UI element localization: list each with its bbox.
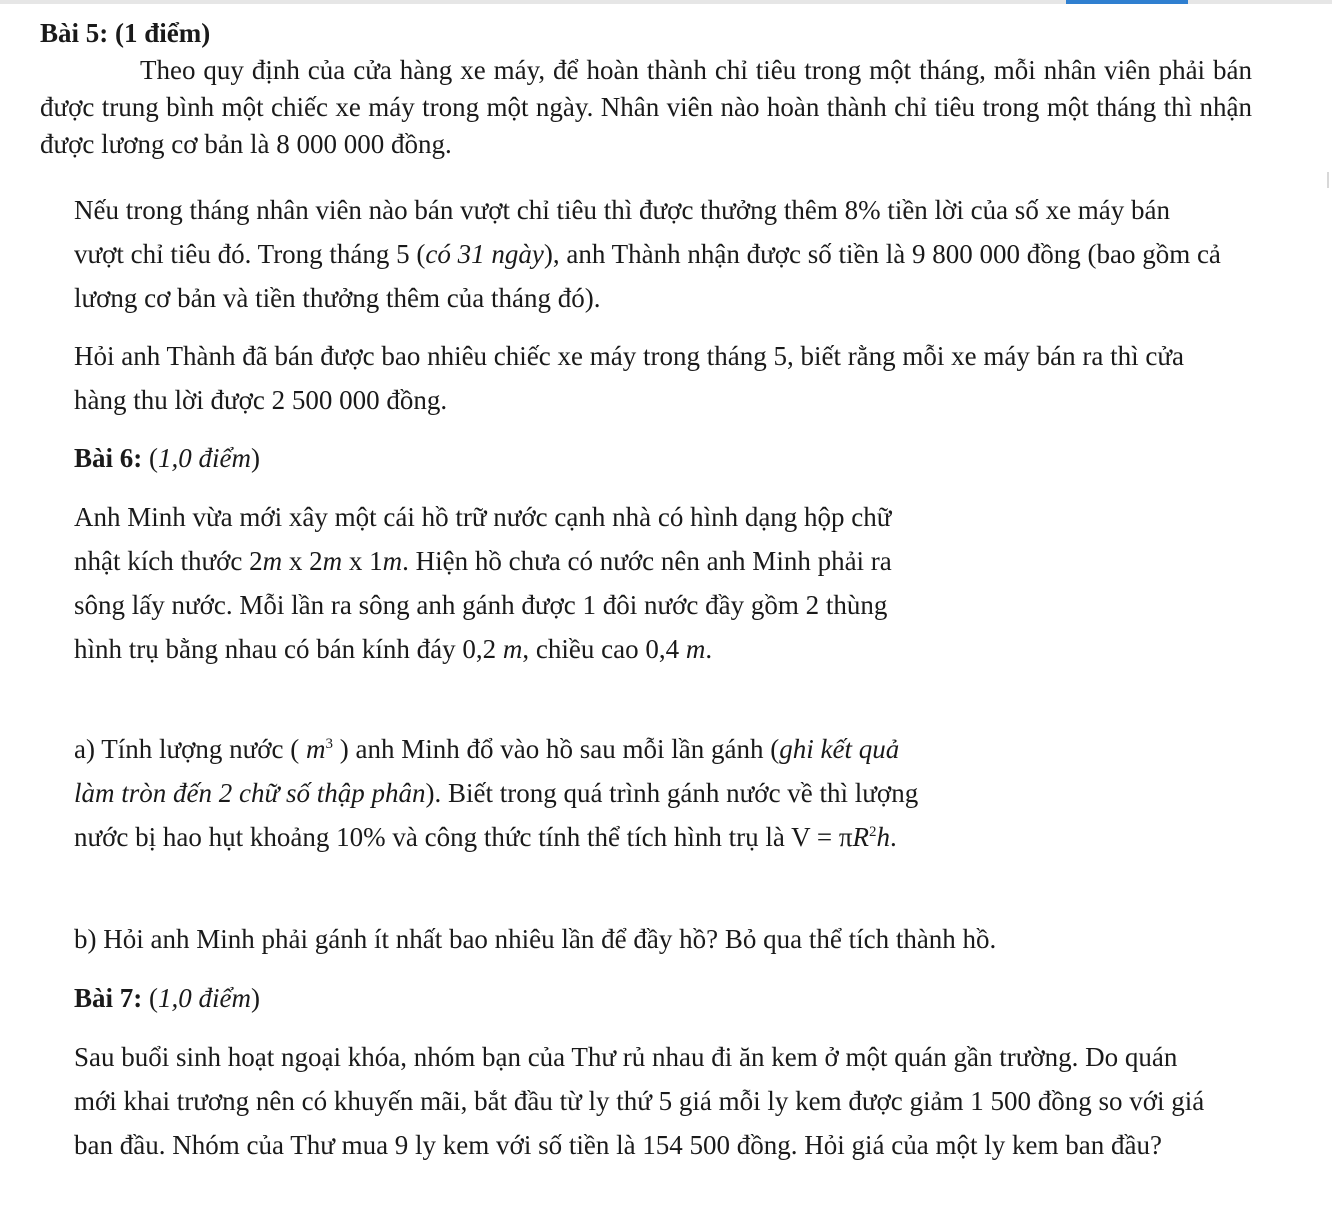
bai7-heading-close: ) <box>251 983 260 1013</box>
bai5-heading: Bài 5: (1 điểm) <box>40 18 211 48</box>
bai5-p2-start: Nếu trong tháng nhân viên nào bán vượt chỉ tiêu thì được thưởng thêm 8% tiền lời của số xe máy bán vượt chỉ tiêu đó. Trong tháng 5 ( <box>74 195 1171 269</box>
top-accent-bar <box>1066 0 1188 4</box>
bai6-a-unit-exponent: 3 <box>325 736 334 752</box>
bai5-intro <box>40 52 1252 163</box>
bai6-a-end: . <box>890 822 897 852</box>
bai6-text-run: Anh Minh vừa mới xây một cái hồ trữ nước cạnh nhà có hình dạng hộp chữ nhật kích thước 2 <box>74 502 892 576</box>
bai6-heading-open: ( <box>142 443 159 473</box>
bai6-text-run: , chiều cao 0,4 <box>522 634 686 664</box>
bai6-text-run: m <box>685 634 706 664</box>
bai6-text-run: . Hiện hồ chưa có nước nên anh Minh phải ra sông lấy nước. Mỗi lần ra sông anh gánh được 1 đôi nước đầy gồm 2 thùng hình trụ bằng nhau có bán kính đáy 0,2 <box>74 546 892 664</box>
bai6-part-b: b) Hỏi anh Minh phải gánh ít nhất bao nhiêu lần để đầy hồ? Bỏ qua thể tích thành hồ. <box>74 924 997 954</box>
bai6-a-text-2: ) anh Minh đổ vào hồ sau mỗi lần gánh ( <box>333 734 780 764</box>
bai6-heading-label: Bài 6: <box>74 443 143 473</box>
bai6-a-text-1: a) Tính lượng nước ( <box>74 734 307 764</box>
bai6-text-run: x 2 <box>282 546 323 576</box>
bai6-heading-close: ) <box>251 443 260 473</box>
edge-mark <box>1327 172 1329 188</box>
bai7-heading-label: Bài 7: <box>74 983 143 1013</box>
bai5-intro-text: Theo quy định của cửa hàng xe máy, để hoàn thành chỉ tiêu trong một tháng, mỗi nhân viên phải bán được trung bình một chiếc xe máy trong một ngày. Nhân viên nào hoàn thành chỉ tiêu trong một tháng thì nhận được lương cơ bản là 8 000 000 đồng. <box>40 55 1252 159</box>
bai5-paragraph-2 <box>74 188 1224 320</box>
bai7-heading-open: ( <box>142 983 159 1013</box>
bai6-text-run: m <box>322 546 343 576</box>
bai6-paragraph <box>74 495 924 671</box>
bai6-part-a <box>74 727 924 859</box>
bai5-p2-end: ), anh Thành nhận được số tiền là 9 800 000 đồng (bao gồm cả lương cơ bản và tiền thưởng thêm của tháng đó). <box>74 239 1221 313</box>
bai6-heading-points: 1,0 điểm <box>158 443 251 473</box>
bai7-paragraph: Sau buổi sinh hoạt ngoại khóa, nhóm bạn của Thư rủ nhau đi ăn kem ở một quán gần trường. Do quán mới khai trương nên có khuyến mãi, bắt đầu từ ly thứ 5 giá mỗi ly kem được giảm 1 500 đồng so với giá ban đầu. Nhóm của Thư mua 9 ly kem với số tiền là 154 500 đồng. Hỏi giá của một ly kem ban đầu? <box>74 1042 1205 1160</box>
bai6-heading <box>74 436 1224 480</box>
bai6-a-italic-note: ghi kết quả làm tròn đến 2 chữ số thập phân <box>74 734 900 808</box>
bai6-a-formula-exponent: 2 <box>869 824 877 840</box>
bai6-text-run: m <box>262 546 283 576</box>
bai6-text-run: m <box>382 546 403 576</box>
bai6-text-run: x 1 <box>342 546 383 576</box>
bai5-p2-days: có 31 ngày <box>425 239 544 269</box>
bai6-a-text-3: ). Biết trong quá trình gánh nước về thì lượng nước bị hao hụt khoảng 10% và công thức tính thể tích hình trụ là V = π <box>74 778 919 852</box>
bai6-a-formula-r: R <box>852 822 870 852</box>
bai7-heading-points: 1,0 điểm <box>158 983 251 1013</box>
bai6-text-run: . <box>705 634 713 664</box>
bai6-a-unit: m <box>306 734 326 764</box>
bai5-block <box>40 15 1252 163</box>
bai7-heading <box>74 976 1224 1020</box>
bai6-a-formula-h: h <box>876 822 891 852</box>
bai5-question: Hỏi anh Thành đã bán được bao nhiêu chiếc xe máy trong tháng 5, biết rằng mỗi xe máy bán ra thì cửa hàng thu lời được 2 500 000 đồng. <box>74 341 1184 415</box>
bai6-text-run: m <box>502 634 523 664</box>
